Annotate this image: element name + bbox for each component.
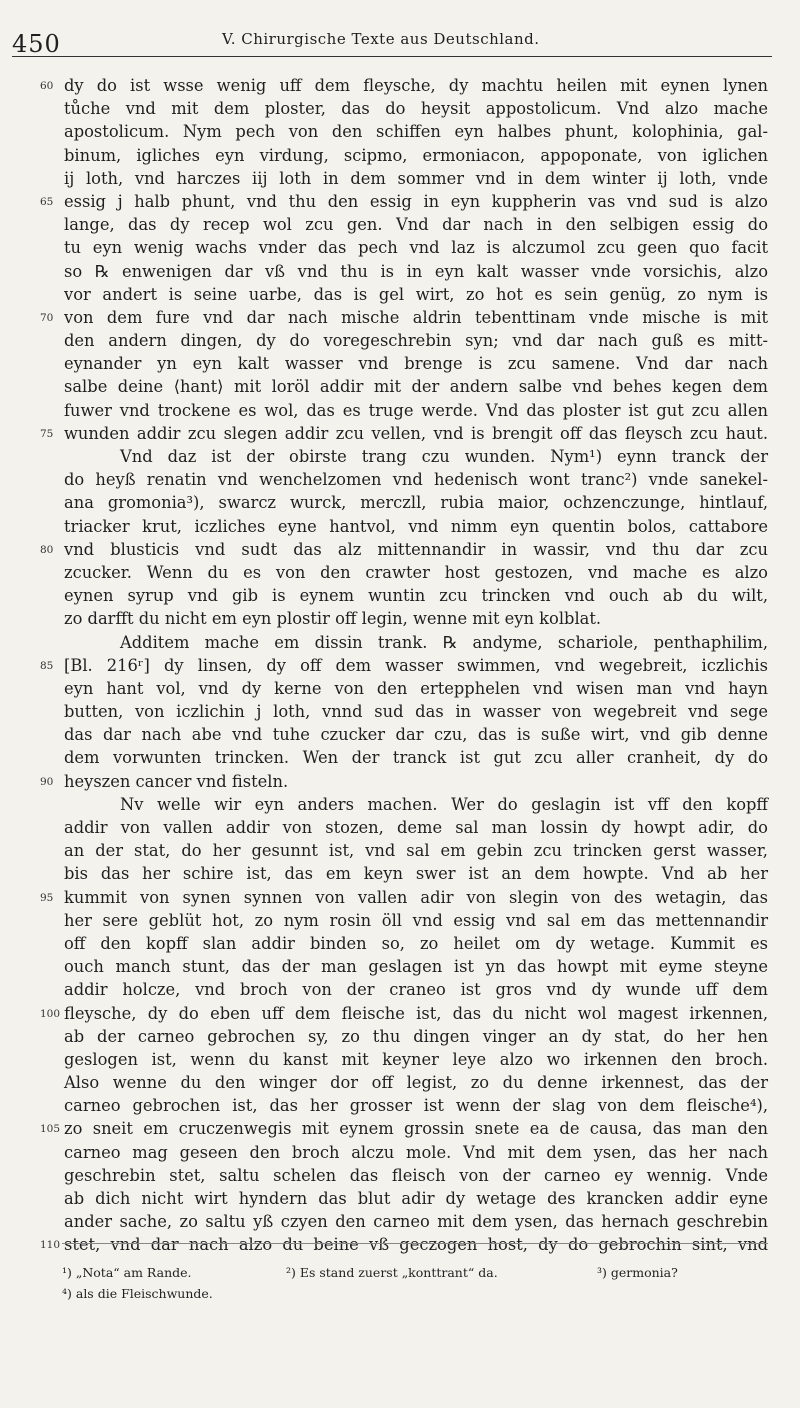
line-text: ouch manch stunt, das der man geslagen ist yn das howpt mit eyme steyne — [64, 957, 768, 977]
line-text: fuwer vnd trockene es wol, das es truge werde. Vnd das ploster ist gut zcu allen — [64, 400, 768, 420]
line-text: butten, von iczlichin j loth, vnnd sud das in wasser von wegebreit vnd sege — [64, 702, 768, 722]
line-text: zo sneit em cruczenwegis mit eynem grossin snete ea de causa, das man den — [64, 1119, 768, 1139]
text-line — [0, 1210, 800, 1233]
footnote-3: ³) germonia? — [597, 1265, 678, 1280]
text-line — [0, 260, 800, 283]
text-line — [0, 144, 800, 167]
text-line — [0, 932, 800, 955]
text-line — [0, 167, 800, 190]
line-text: carneo mag geseen den broch alczu mole. Vnd mit dem ysen, das her nach — [64, 1142, 768, 1162]
text-line — [0, 909, 800, 932]
footnotes — [62, 1262, 768, 1304]
text-line — [0, 654, 800, 677]
text-line — [0, 631, 800, 654]
line-text: lange, das dy recep wol zcu gen. Vnd dar nach in den selbigen essig do — [64, 215, 768, 235]
text-line — [0, 793, 800, 816]
text-line — [0, 862, 800, 885]
text-line — [0, 445, 800, 468]
text-line — [0, 74, 800, 97]
text-line — [0, 584, 800, 607]
line-number: 100 — [40, 1007, 61, 1020]
page-number: 450 — [12, 30, 61, 58]
text-line — [0, 1025, 800, 1048]
text-line — [0, 422, 800, 445]
line-text: heyszen cancer vnd fisteln. — [64, 771, 289, 791]
text-line — [0, 607, 800, 630]
text-line — [0, 1141, 800, 1164]
text-line — [0, 816, 800, 839]
line-text: geslogen ist, wenn du kanst mit keyner leye alzo wo irkennen den broch. — [64, 1049, 768, 1069]
text-line — [0, 561, 800, 584]
text-line — [0, 352, 800, 375]
line-text: das dar nach abe vnd tuhe czucker dar czu, das is suße wirt, vnd gib denne — [64, 725, 768, 745]
line-text: addir von vallen addir von stozen, deme sal man lossin dy howpt adir, do — [64, 818, 768, 837]
body-text — [0, 74, 800, 1257]
line-text: stet, vnd dar nach alzo du beine vß geczogen host, dy do gebrochin sint, vnd — [64, 1235, 768, 1255]
text-line — [0, 468, 800, 491]
text-line — [0, 955, 800, 978]
text-line — [0, 1164, 800, 1187]
line-text: zcucker. Wenn du es von den crawter host gestozen, vnd mache es alzo — [64, 562, 768, 582]
line-text: tůche vnd mit dem ploster, das do heysit appostolicum. Vnd alzo mache — [64, 99, 768, 119]
line-text: ab der carneo gebrochen sy, zo thu dingen vinger an dy stat, do her hen — [64, 1026, 768, 1046]
page-header — [12, 22, 772, 57]
text-line — [0, 120, 800, 143]
text-line — [0, 770, 800, 793]
line-text: den andern dingen, dy do voregeschrebin syn; vnd dar nach guß es mitt- — [64, 331, 768, 351]
text-line — [0, 1048, 800, 1071]
line-text: binum, igliches eyn virdung, scipmo, ermoniacon, appoponate, von iglichen — [64, 145, 768, 165]
footnote-rule — [62, 1243, 768, 1244]
text-line — [0, 306, 800, 329]
line-text: fleysche, dy do eben uff dem fleische ist, das du nicht wol magest irkennen, — [64, 1003, 768, 1023]
line-text: off den kopff slan addir binden so, zo heilet om dy wetage. Kummit es — [64, 933, 768, 953]
line-text: Vnd daz ist der obirste trang czu wunden. Nym¹) eynn tranck der — [120, 447, 768, 466]
line-number: 95 — [40, 891, 54, 904]
line-text: an der stat, do her gesunnt ist, vnd sal em gebin zcu trincken gerst wasser, — [64, 841, 768, 861]
text-line — [0, 700, 800, 723]
line-text: addir holcze, vnd broch von der craneo ist gros vnd dy wunde uff dem — [64, 980, 768, 1000]
text-line — [0, 978, 800, 1001]
line-text: [Bl. 216ʳ] dy linsen, dy off dem wasser swimmen, vnd wegebreit, iczlichis — [64, 655, 768, 675]
line-text: wunden addir zcu slegen addir zcu vellen, vnd is brengit off das fleysch zcu haut. — [64, 423, 768, 443]
text-line — [0, 1233, 800, 1256]
line-number: 90 — [40, 775, 54, 788]
line-number: 85 — [40, 659, 54, 672]
line-text: ander sache, zo saltu yß czyen den carneo mit dem ysen, das hernach geschrebin — [64, 1212, 768, 1232]
line-text: apostolicum. Nym pech von den schiffen eyn halbes phunt, kolophinia, gal- — [64, 122, 768, 142]
line-text: ana gromonia³), swarcz wurck, merczll, rubia maior, ochzenczunge, hintlauf, — [64, 493, 768, 513]
line-number: 70 — [40, 311, 54, 324]
line-text: geschrebin stet, saltu schelen das fleisch von der carneo ey wennig. Vnde — [64, 1165, 768, 1185]
line-number: 75 — [40, 427, 54, 440]
line-number: 105 — [40, 1123, 61, 1136]
text-line — [0, 677, 800, 700]
line-text: Nv welle wir eyn anders machen. Wer do geslagin ist vff den kopff — [120, 794, 768, 814]
line-text: Also wenne du den winger dor off legist, zo du denne irkennest, das der — [64, 1073, 768, 1093]
line-text: eynen syrup vnd gib is eynem wuntin zcu trincken vnd ouch ab du wilt, — [64, 586, 768, 606]
line-number: 60 — [40, 80, 54, 92]
text-line — [0, 236, 800, 259]
line-text: essig j halb phunt, vnd thu den essig in eyn kuppherin vas vnd sud is alzo — [64, 191, 768, 211]
running-title: V. Chirurgische Texte aus Deutschland. — [222, 30, 540, 48]
text-line — [0, 491, 800, 514]
line-number: 65 — [40, 195, 54, 208]
text-line — [0, 375, 800, 398]
text-line — [0, 886, 800, 909]
text-line — [0, 538, 800, 561]
line-text: carneo gebrochen ist, das her grosser ist wenn der slag von dem fleische⁴), — [64, 1096, 768, 1116]
text-line — [0, 1117, 800, 1140]
line-text: dem vorwunten trincken. Wen der tranck ist gut zcu aller cranheit, dy do — [64, 748, 768, 768]
line-text: bis das her schire ist, das em keyn swer ist an dem howpte. Vnd ab her — [64, 864, 768, 884]
line-text: her sere geblüt hot, zo nym rosin öll vnd essig vnd sal em das mettennandir — [64, 910, 768, 930]
text-line — [0, 213, 800, 236]
line-text: salbe deine ⟨hant⟩ mit loröl addir mit der andern salbe vnd behes kegen dem — [64, 377, 768, 397]
text-line — [0, 329, 800, 352]
line-text: eynander yn eyn kalt wasser vnd brenge is zcu samene. Vnd dar nach — [64, 354, 768, 374]
line-text: so ℞ enwenigen dar vß vnd thu is in eyn kalt wasser vnde vorsichis, alzo — [64, 261, 768, 281]
line-text: zo darfft du nicht em eyn plostir off legin, wenne mit eyn kolblat. — [64, 609, 602, 629]
footnote-4: ⁴) als die Fleischwunde. — [62, 1286, 213, 1301]
footnote-1: ¹) „Nota“ am Rande. — [62, 1265, 192, 1280]
line-text: tu eyn wenig wachs vnder das pech vnd laz is alczumol zcu geen quo facit — [64, 238, 768, 258]
line-text: triacker krut, iczliches eyne hantvol, vnd nimm eyn quentin bolos, cattabore — [64, 516, 768, 536]
line-text: vnd blusticis vnd sudt das alz mittennandir in wassir, vnd thu dar zcu — [64, 539, 768, 559]
line-text: von dem fure vnd dar nach mische aldrin tebenttinam vnde mische is mit — [64, 307, 768, 327]
line-text: Additem mache em dissin trank. ℞ andyme, schariole, penthaphilim, — [120, 632, 768, 652]
line-text: dy do ist wsse wenig uff dem fleysche, dy machtu heilen mit eynen lynen — [64, 76, 768, 95]
text-line — [0, 746, 800, 769]
line-text: eyn hant vol, vnd dy kerne von den ertepphelen vnd wisen man vnd hayn — [64, 678, 768, 698]
line-number: 80 — [40, 543, 54, 556]
text-line — [0, 97, 800, 120]
text-line — [0, 1071, 800, 1094]
text-line — [0, 283, 800, 306]
line-number: 110 — [40, 1239, 61, 1252]
text-line — [0, 515, 800, 538]
line-text: do heyß renatin vnd wenchelzomen vnd hedenisch wont tranc²) vnde sanekel- — [64, 470, 768, 490]
footnote-2: ²) Es stand zuerst „konttrant“ da. — [286, 1265, 498, 1280]
text-line — [0, 1187, 800, 1210]
line-text: kummit von synen synnen von vallen adir von slegin von des wetagin, das — [64, 887, 768, 907]
text-line — [0, 1002, 800, 1025]
text-line — [0, 399, 800, 422]
line-text: vor andert is seine uarbe, das is gel wirt, zo hot es sein genüg, zo nym is — [64, 284, 768, 304]
text-line — [0, 1094, 800, 1117]
text-line — [0, 839, 800, 862]
text-line — [0, 190, 800, 213]
text-line — [0, 723, 800, 746]
line-text: ij loth, vnd harczes iij loth in dem sommer vnd in dem winter ij loth, vnde — [64, 168, 768, 188]
line-text: ab dich nicht wirt hyndern das blut adir dy wetage des krancken addir eyne — [64, 1189, 768, 1208]
